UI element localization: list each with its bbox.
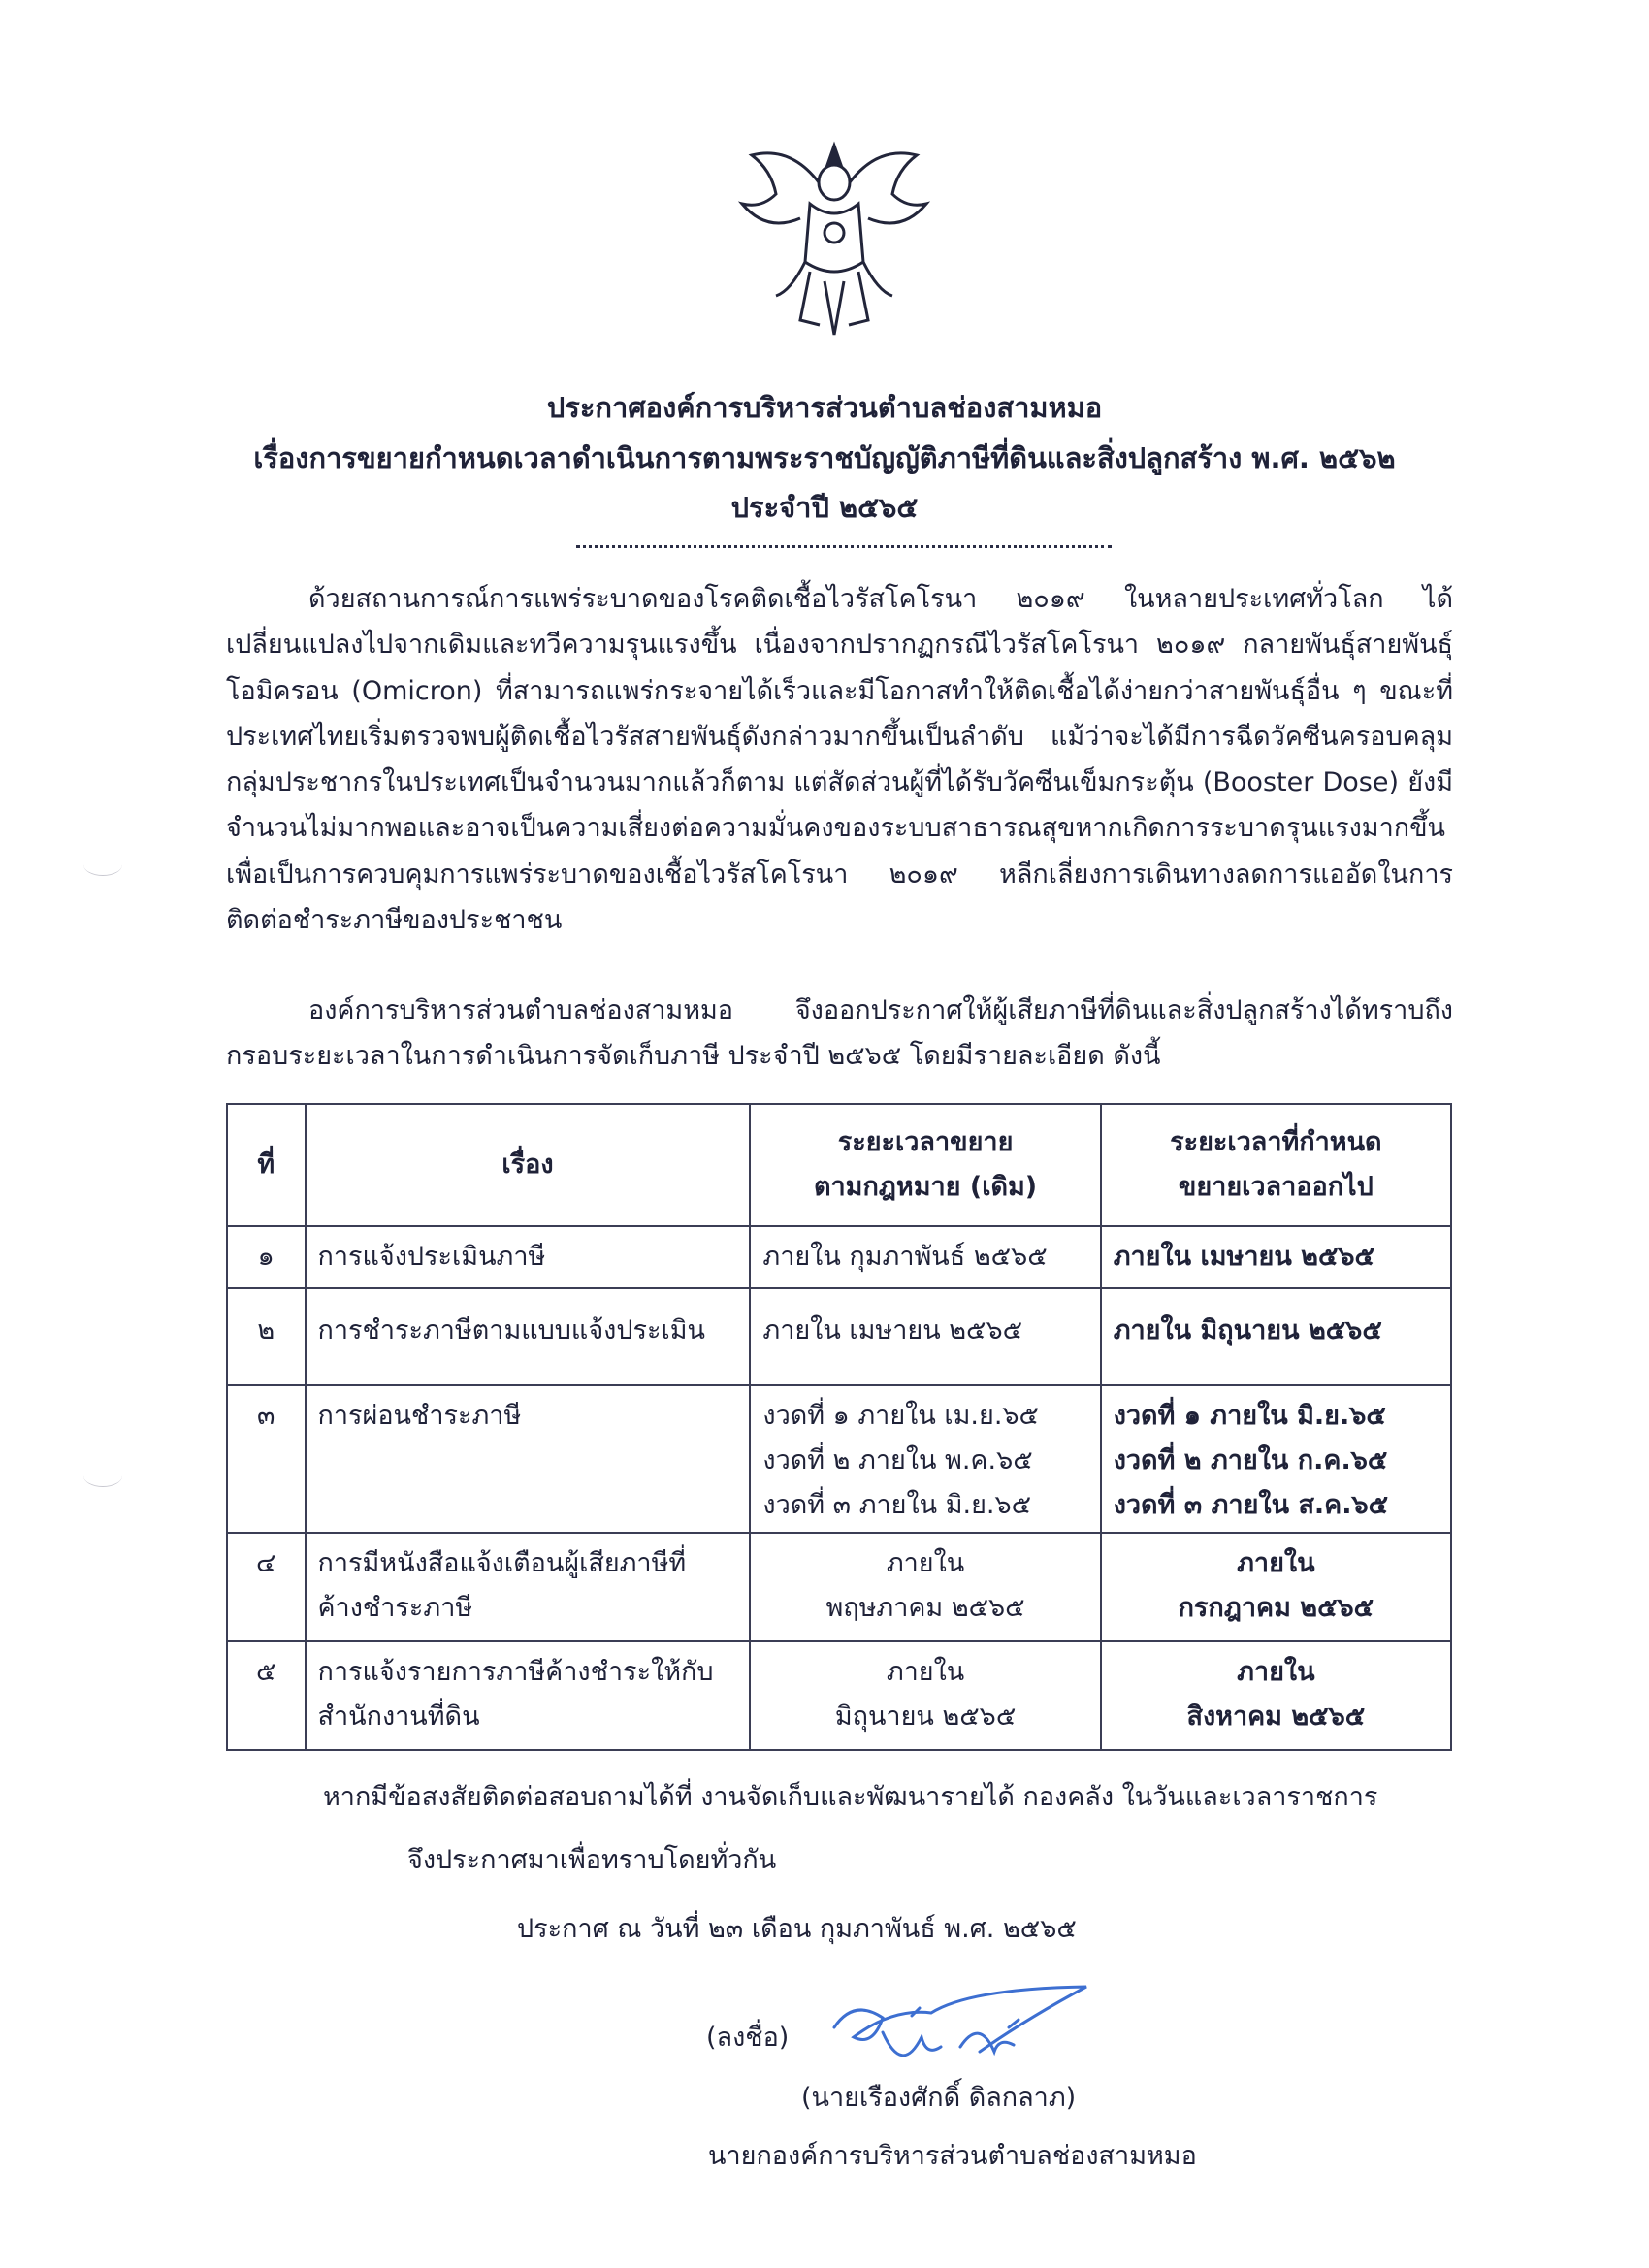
header-subject: เรื่อง xyxy=(306,1104,751,1226)
row-subject xyxy=(306,1533,751,1641)
paragraph-2-text: องค์การบริหารส่วนตำบลช่องสามหมอ จึงออกประกาศให้ผู้เสียภาษีที่ดินและสิ่งปลูกสร้างได้ทราบถึงกรอบระยะเวลาในการดำเนินการจัดเก็บภาษี ประจำปี ๒๕๖๕ โดยมีรายละเอียด ดังนี้ xyxy=(226,995,1453,1072)
header-old-line-1: ระยะเวลาขยาย xyxy=(837,1127,1014,1157)
table-row xyxy=(227,1288,1451,1385)
header-old-line-2: ตามกฎหมาย (เดิม) xyxy=(813,1172,1038,1202)
header-old-period xyxy=(750,1104,1100,1226)
announce-date: ประกาศ ณ วันที่ ๒๓ เดือน กุมภาพันธ์ พ.ศ. ๒๕๖๕ xyxy=(517,1914,1077,1944)
header-new-line-1: ระยะเวลาที่กำหนด xyxy=(1170,1127,1382,1157)
announce-line: จึงประกาศมาเพื่อทราบโดยทั่วกัน xyxy=(407,1845,777,1875)
installment-3-new: งวดที่ ๓ ภายใน ส.ค.๖๕ xyxy=(1113,1490,1389,1520)
row-old-period: ภายใน เมษายน ๒๕๖๕ xyxy=(750,1288,1100,1385)
row-subject: การชำระภาษีตามแบบแจ้งประเมิน xyxy=(306,1288,751,1385)
contact-note: หากมีข้อสงสัยติดต่อสอบถามได้ที่ งานจัดเก็บและพัฒนารายได้ กองคลัง ในวันและเวลาราชการ xyxy=(323,1782,1378,1812)
row-new-period xyxy=(1101,1641,1451,1750)
garuda-emblem-icon xyxy=(732,126,936,344)
row-subject-line-2: ค้างชำระภาษี xyxy=(317,1593,473,1623)
installment-1-new: งวดที่ ๑ ภายใน มิ.ย.๖๕ xyxy=(1113,1401,1386,1431)
installment-2-new: งวดที่ ๒ ภายใน ก.ค.๖๕ xyxy=(1113,1445,1388,1475)
installment-1-old: งวดที่ ๑ ภายใน เม.ย.๖๕ xyxy=(762,1401,1039,1431)
row-old-line-2: พฤษภาคม ๒๕๖๕ xyxy=(825,1593,1025,1623)
row-no: ๔ xyxy=(227,1533,306,1641)
row-old-line-1: ภายใน xyxy=(886,1657,965,1687)
row-subject: การแจ้งประเมินภาษี xyxy=(306,1226,751,1288)
paragraph-1-text: ด้วยสถานการณ์การแพร่ระบาดของโรคติดเชื้อไวรัสโคโรนา ๒๐๑๙ ในหลายประเทศทั่วโลก ได้เปลี่ยนแปลงไปจากเดิมและทวีความรุนแรงขึ้น เนื่องจากปรากฏกรณีไวรัสโคโรนา ๒๐๑๙ กลายพันธุ์สายพันธุ์โอมิครอน (Omicron) ที่สามารถแพร่กระจายได้เร็วและมีโอกาสทำให้ติดเชื้อได้ง่ายกว่าสายพันธุ์อื่น ๆ ขณะที่ประเทศไทยเริ่มตรวจพบผู้ติดเชื้อไวรัสสายพันธุ์ดังกล่าวมากขึ้นเป็นลำดับ แม้ว่าจะได้มีการฉีดวัคซีนครอบคลุมกลุ่มประชากรในประเทศเป็นจำนวนมากแล้วก็ตาม แต่สัดส่วนผู้ที่ได้รับวัคซีนเข็มกระตุ้น (Booster Dose) ยังมีจำนวนไม่มากพอและอาจเป็นความเสี่ยงต่อความมั่นคงของระบบสาธารณสุขหากเกิดการระบาดรุนแรงมากขึ้น เพื่อเป็นการควบคุมการแพร่ระบาดของเชื้อไวรัสโคโรนา ๒๐๑๙ หลีกเลี่ยงการเดินทางลดการแออัดในการติดต่อชำระภาษีของประชาชน xyxy=(226,584,1453,936)
row-new-line-2: สิงหาคม ๒๕๖๕ xyxy=(1186,1701,1366,1732)
header-new-line-2: ขยายเวลาออกไป xyxy=(1178,1172,1374,1202)
header-new-period xyxy=(1101,1104,1451,1226)
row-new-period xyxy=(1101,1385,1451,1533)
row-subject-line-1: การแจ้งรายการภาษีค้างชำระให้กับ xyxy=(317,1657,714,1687)
row-new-line-1: ภายใน xyxy=(1237,1548,1315,1578)
row-no: ๒ xyxy=(227,1288,306,1385)
row-subject-line-2: สำนักงานที่ดิน xyxy=(317,1701,480,1732)
installment-2-old: งวดที่ ๒ ภายใน พ.ค.๖๕ xyxy=(762,1445,1033,1475)
row-new-line-1: ภายใน xyxy=(1237,1657,1315,1687)
row-old-period xyxy=(750,1641,1100,1750)
row-new-period xyxy=(1101,1533,1451,1641)
document-title: ประกาศองค์การบริหารส่วนตำบลช่องสามหมอ xyxy=(546,391,1103,424)
row-no: ๑ xyxy=(227,1226,306,1288)
signer-name: (นายเรืองศักดิ์ ดิลกลาภ) xyxy=(801,2083,1077,2113)
row-old-period: ภายใน กุมภาพันธ์ ๒๕๖๕ xyxy=(750,1226,1100,1288)
scan-punch-mark xyxy=(83,1465,122,1487)
row-no: ๕ xyxy=(227,1641,306,1750)
row-subject xyxy=(306,1641,751,1750)
installment-3-old: งวดที่ ๓ ภายใน มิ.ย.๖๕ xyxy=(762,1490,1032,1520)
schedule-table xyxy=(226,1103,1452,1751)
paragraph-2 xyxy=(226,988,1453,1080)
signed-label: (ลงชื่อ) xyxy=(706,2023,790,2053)
row-old-period xyxy=(750,1385,1100,1533)
row-old-line-2: มิถุนายน ๒๕๖๕ xyxy=(834,1701,1017,1732)
row-subject-line-1: การมีหนังสือแจ้งเตือนผู้เสียภาษีที่ xyxy=(317,1548,687,1578)
row-subject: การผ่อนชำระภาษี xyxy=(306,1385,751,1533)
handwritten-signature xyxy=(815,1979,1106,2086)
document-year: ประจำปี ๒๕๖๕ xyxy=(730,491,919,524)
table-row xyxy=(227,1533,1451,1641)
row-no: ๓ xyxy=(227,1385,306,1533)
table-header-row xyxy=(227,1104,1451,1226)
row-old-period xyxy=(750,1533,1100,1641)
scan-punch-mark xyxy=(83,854,122,876)
table-row xyxy=(227,1226,1451,1288)
row-new-period: ภายใน เมษายน ๒๕๖๕ xyxy=(1101,1226,1451,1288)
document-subject: เรื่องการขยายกำหนดเวลาดำเนินการตามพระราชบัญญัติภาษีที่ดินและสิ่งปลูกสร้าง พ.ศ. ๒๕๖๒ xyxy=(253,441,1396,474)
table-row xyxy=(227,1641,1451,1750)
signer-position: นายกองค์การบริหารส่วนตำบลช่องสามหมอ xyxy=(708,2141,1197,2171)
paragraph-1 xyxy=(226,576,1453,943)
row-new-line-2: กรกฎาคม ๒๕๖๕ xyxy=(1178,1593,1374,1623)
header-no: ที่ xyxy=(227,1104,306,1226)
dotted-divider xyxy=(576,545,1112,548)
table-row xyxy=(227,1385,1451,1533)
row-new-period: ภายใน มิถุนายน ๒๕๖๕ xyxy=(1101,1288,1451,1385)
row-old-line-1: ภายใน xyxy=(886,1548,965,1578)
